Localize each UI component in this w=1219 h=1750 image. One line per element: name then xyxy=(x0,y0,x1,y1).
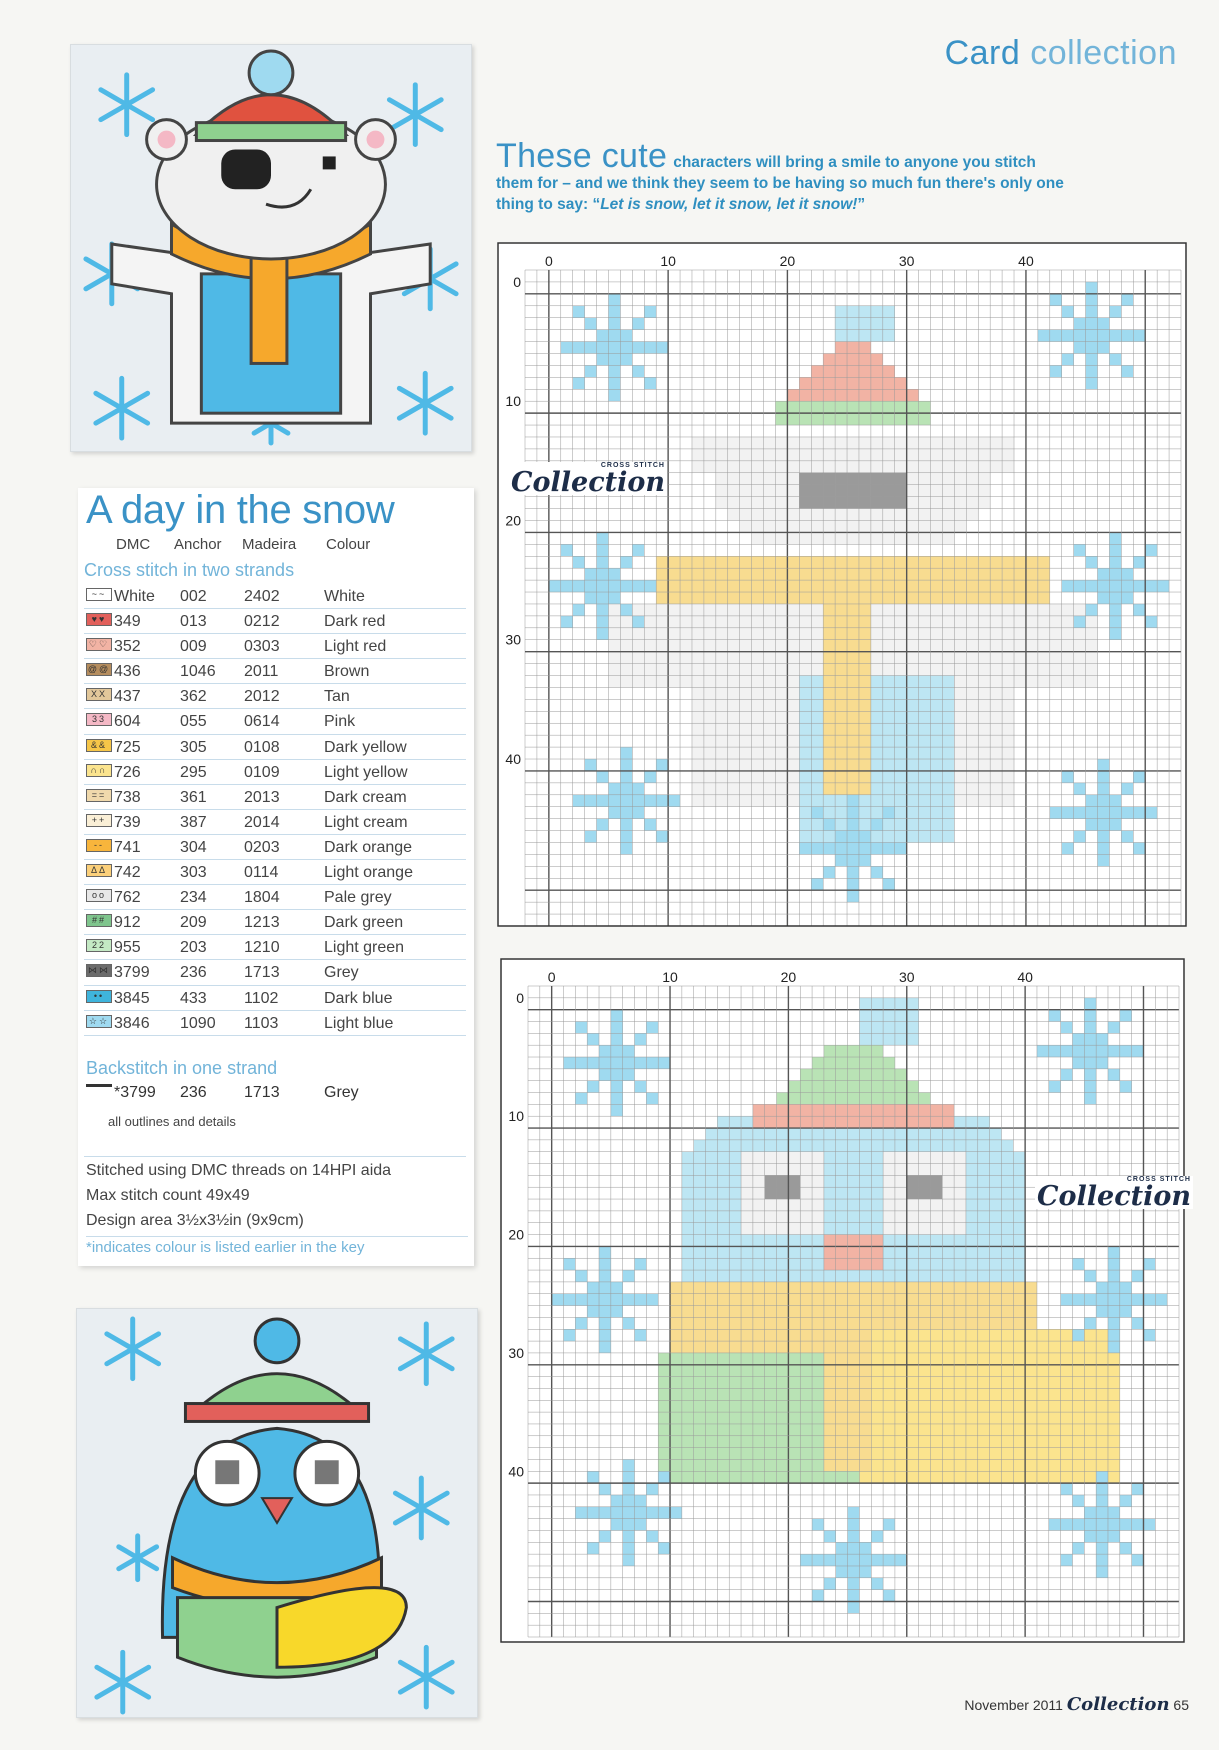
info-stitch-count: Max stitch count 49x49 xyxy=(86,1187,250,1204)
key-madeira: 1213 xyxy=(244,914,280,932)
key-madeira: 1102 xyxy=(244,989,279,1007)
key-colour: Light blue xyxy=(324,1014,394,1032)
key-dmc: 3799 xyxy=(114,964,150,982)
backstitch-madeira: 1713 xyxy=(244,1084,280,1101)
axis-label-x: 20 xyxy=(780,969,797,985)
key-madeira: 0109 xyxy=(244,763,280,781)
key-row xyxy=(84,1011,466,1036)
backstitch-note: all outlines and details xyxy=(108,1114,236,1129)
key-colour: Dark orange xyxy=(324,838,413,856)
key-subtitle: Cross stitch in two strands xyxy=(84,560,295,580)
symbol-swatch: && xyxy=(86,739,112,752)
key-dmc: 3845 xyxy=(114,989,150,1007)
key-colour: Light yellow xyxy=(324,763,408,781)
key-header-colour: Colour xyxy=(326,536,371,553)
axis-label-x: 40 xyxy=(1018,253,1034,269)
key-colour: White xyxy=(324,588,365,605)
key-row xyxy=(84,709,466,734)
key-madeira: 1103 xyxy=(244,1014,279,1032)
intro-quote-end: ” xyxy=(857,196,866,213)
symbol-swatch: ⋈⋈ xyxy=(88,965,110,976)
axis-label-x: 0 xyxy=(547,969,556,985)
info-design-area: Design area 3½x3½in (9x9cm) xyxy=(86,1212,304,1229)
polar-bear-photo xyxy=(70,44,472,452)
symbol-swatch: ∩∩ xyxy=(86,764,112,777)
axis-label-y: 0 xyxy=(516,989,524,1006)
footer-date: November 2011 xyxy=(964,1697,1063,1713)
axis-label-x: 10 xyxy=(662,969,678,985)
key-colour: Pale grey xyxy=(324,889,392,907)
key-madeira: 1210 xyxy=(244,939,280,957)
symbol-swatch: 22 xyxy=(86,939,112,952)
key-anchor: 295 xyxy=(180,763,207,781)
symbol-swatch: oo xyxy=(86,889,112,902)
owl-chart-grid xyxy=(500,958,1185,1643)
key-madeira: 1713 xyxy=(244,964,280,982)
key-dmc: 3846 xyxy=(114,1014,150,1032)
chart-logo-small: CROSS STITCH xyxy=(600,462,665,469)
key-dmc: 739 xyxy=(114,813,141,831)
key-row xyxy=(84,584,466,609)
key-colour: Dark yellow xyxy=(324,738,407,756)
key-dmc: 725 xyxy=(114,738,141,756)
key-row xyxy=(84,910,466,935)
axis-label-y: 40 xyxy=(505,751,521,768)
chart-logo xyxy=(509,462,667,498)
key-row xyxy=(84,810,466,835)
owl-illustration xyxy=(77,1309,477,1717)
key-anchor: 013 xyxy=(180,613,207,631)
key-colour: Light green xyxy=(324,939,405,957)
key-row xyxy=(84,684,466,709)
axis-label-y: 10 xyxy=(505,393,521,410)
key-row xyxy=(84,735,466,760)
key-dmc: 762 xyxy=(114,889,141,907)
key-dmc: 437 xyxy=(114,688,141,706)
key-colour: Light orange xyxy=(324,864,413,882)
key-row xyxy=(84,659,466,684)
key-colour: Light red xyxy=(324,638,387,656)
key-header-anchor: Anchor xyxy=(174,536,222,553)
key-anchor: 304 xyxy=(180,838,207,856)
key-title: A day in the snow xyxy=(86,488,395,532)
symbol-swatch: 33 xyxy=(86,713,112,726)
key-anchor: 305 xyxy=(180,738,207,756)
axis-label-x: 10 xyxy=(660,253,676,269)
info-threads: Stitched using DMC threads on 14HPI aida xyxy=(86,1162,392,1179)
key-anchor: 1090 xyxy=(180,1014,216,1032)
footer-page-number: 65 xyxy=(1173,1697,1189,1713)
key-colour: Dark cream xyxy=(324,788,407,806)
backstitch-dmc: *3799 xyxy=(114,1084,156,1101)
key-anchor: 361 xyxy=(180,788,207,806)
key-row xyxy=(84,885,466,910)
polar-bear-chart xyxy=(497,242,1187,927)
key-dmc: 726 xyxy=(114,763,141,781)
axis-label-x: 40 xyxy=(1017,969,1033,985)
key-row xyxy=(84,760,466,785)
key-row xyxy=(84,609,466,634)
key-madeira: 2402 xyxy=(244,588,280,605)
key-colour: Dark green xyxy=(324,914,404,932)
key-anchor: 055 xyxy=(180,713,207,731)
key-madeira: 2014 xyxy=(244,813,280,831)
key-dmc: 741 xyxy=(114,838,141,856)
symbol-swatch: XX xyxy=(86,688,112,701)
polar-bear-illustration xyxy=(71,45,471,451)
owl-photo xyxy=(76,1308,478,1718)
backstitch-title: Backstitch in one strand xyxy=(86,1058,278,1078)
footer-magazine: Collection xyxy=(1066,1694,1170,1715)
key-madeira: 0114 xyxy=(244,864,279,882)
owl-chart xyxy=(500,958,1191,1643)
symbol-swatch: -- xyxy=(86,839,112,852)
key-anchor: 234 xyxy=(180,889,207,907)
key-colour: Dark red xyxy=(324,613,386,631)
intro-quote: Let is snow, let it snow, let it snow! xyxy=(600,196,858,213)
key-row xyxy=(84,960,466,985)
key-colour: Light cream xyxy=(324,813,408,831)
symbol-swatch: ΔΔ xyxy=(86,864,112,877)
key-madeira: 0203 xyxy=(244,838,280,856)
key-table xyxy=(84,584,466,1036)
intro-body: characters will bring a smile to anyone you stitch them for – and we think they seem to be having so much fun there's only one thing to say: “ xyxy=(496,154,1064,213)
section-title-bold: Card xyxy=(944,34,1021,72)
thread-key-card xyxy=(78,488,474,1266)
section-title-light: collection xyxy=(1030,34,1177,72)
key-row xyxy=(84,835,466,860)
key-madeira: 2012 xyxy=(244,688,280,706)
symbol-swatch: •• xyxy=(86,990,112,1003)
key-anchor: 009 xyxy=(180,638,207,656)
backstitch-row xyxy=(84,1084,466,1108)
symbol-swatch: == xyxy=(86,789,112,802)
key-madeira: 0108 xyxy=(244,738,280,756)
key-colour: Pink xyxy=(324,713,356,731)
key-dmc: White xyxy=(114,588,155,605)
axis-label-y: 20 xyxy=(505,512,521,529)
symbol-swatch: ♡♡ xyxy=(86,638,112,651)
key-dmc: 742 xyxy=(114,864,141,882)
key-colour: Tan xyxy=(324,688,350,706)
axis-label-y: 0 xyxy=(513,273,521,290)
key-anchor: 387 xyxy=(180,813,207,831)
backstitch-line-swatch xyxy=(86,1084,112,1087)
key-madeira: 0303 xyxy=(244,638,280,656)
key-dmc: 604 xyxy=(114,713,141,731)
axis-label-y: 30 xyxy=(505,631,521,648)
key-anchor: 236 xyxy=(180,964,207,982)
section-title xyxy=(945,34,1177,73)
key-colour: Brown xyxy=(324,663,370,681)
key-dmc: 352 xyxy=(114,638,141,656)
chart-logo-small: CROSS STITCH xyxy=(1126,1176,1191,1183)
key-row xyxy=(84,986,466,1011)
backstitch-colour: Grey xyxy=(324,1084,359,1101)
key-row xyxy=(84,785,466,810)
key-anchor: 002 xyxy=(180,588,207,605)
axis-label-x: 30 xyxy=(898,253,915,269)
key-madeira: 0614 xyxy=(244,713,280,731)
axis-label-x: 20 xyxy=(779,253,796,269)
symbol-swatch: @@ xyxy=(87,664,111,675)
key-header-dmc: DMC xyxy=(116,536,151,553)
symbol-swatch: ++ xyxy=(86,814,112,827)
key-anchor: 209 xyxy=(180,914,207,932)
key-header-madeira: Madeira xyxy=(242,536,297,553)
symbol-swatch: ☆☆ xyxy=(86,1015,112,1028)
backstitch-anchor: 236 xyxy=(180,1084,207,1101)
chart-logo xyxy=(1035,1176,1193,1212)
axis-label-x: 30 xyxy=(898,969,915,985)
key-colour: Dark blue xyxy=(324,989,393,1007)
key-dmc: 955 xyxy=(114,939,141,957)
symbol-swatch: ♥♥ xyxy=(86,613,112,626)
key-anchor: 203 xyxy=(180,939,207,957)
polar-bear-chart-grid xyxy=(497,242,1187,927)
key-dmc: 912 xyxy=(114,914,141,932)
key-anchor: 433 xyxy=(180,989,207,1007)
key-madeira: 2011 xyxy=(244,663,279,681)
key-footnote: *indicates colour is listed earlier in the key xyxy=(86,1236,468,1256)
axis-label-y: 10 xyxy=(508,1108,524,1125)
key-anchor: 303 xyxy=(180,864,207,882)
intro-lead: These cute xyxy=(496,137,668,175)
info-divider xyxy=(84,1156,466,1157)
key-anchor: 1046 xyxy=(180,663,216,681)
key-madeira: 2013 xyxy=(244,788,280,806)
key-dmc: 738 xyxy=(114,788,141,806)
key-colour: Grey xyxy=(324,964,359,982)
page-footer xyxy=(964,1694,1189,1715)
axis-label-y: 20 xyxy=(508,1226,524,1243)
key-dmc: 436 xyxy=(114,663,141,681)
key-anchor: 362 xyxy=(180,688,207,706)
key-madeira: 0212 xyxy=(244,613,280,631)
axis-label-y: 40 xyxy=(508,1463,524,1480)
symbol-swatch: ## xyxy=(86,914,112,927)
symbol-swatch: ~~ xyxy=(86,588,112,601)
key-row xyxy=(84,860,466,885)
chart-logo-big: Collection xyxy=(1037,1181,1191,1212)
intro-text xyxy=(496,137,1076,215)
axis-label-x: 0 xyxy=(544,253,553,269)
key-row xyxy=(84,634,466,659)
key-madeira: 1804 xyxy=(244,889,280,907)
key-dmc: 349 xyxy=(114,613,141,631)
key-row xyxy=(84,935,466,960)
axis-label-y: 30 xyxy=(508,1344,524,1361)
chart-logo-big: Collection xyxy=(511,467,665,498)
